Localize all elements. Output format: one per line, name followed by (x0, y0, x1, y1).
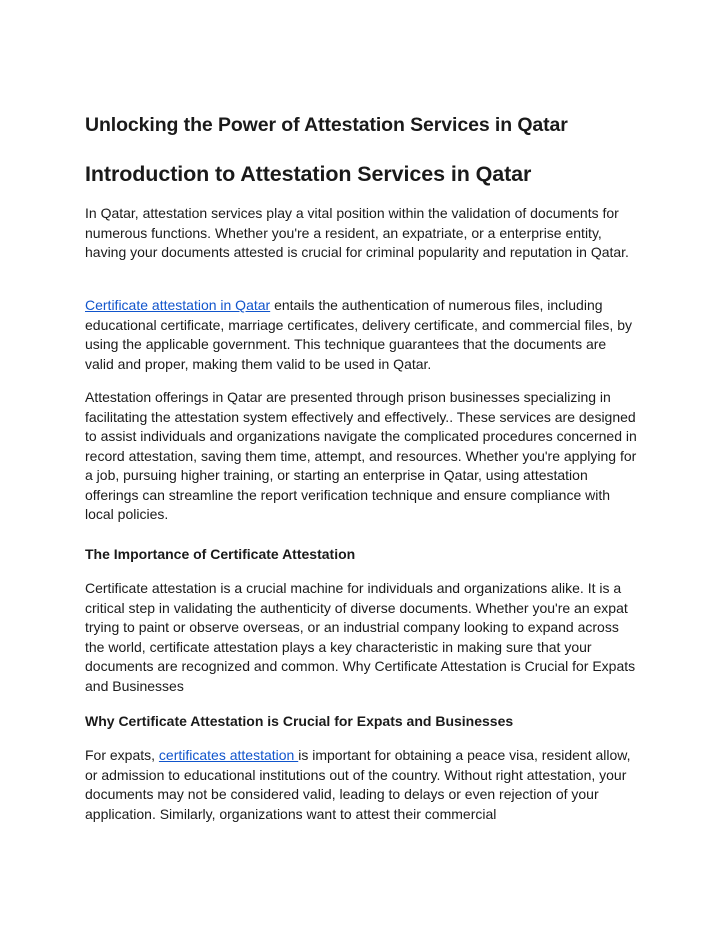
paragraph-expats-lead: For expats, (85, 747, 159, 763)
paragraph-expats (85, 746, 637, 824)
subheading-importance: The Importance of Certificate Attestation (85, 546, 356, 562)
paragraph-certificate-attestation-text: entails the authentication of numerous files, including educational certificate, marriage certificates, delivery certificate, and commercial files, by using the applicable government. This technique guarantees that the documents are valid and proper, making them valid to be used in Qatar. (85, 297, 632, 372)
document-title: Unlocking the Power of Attestation Services in Qatar (85, 114, 568, 136)
certificate-attestation-qatar-link[interactable]: Certificate attestation in Qatar (85, 297, 271, 313)
paragraph-intro: In Qatar, attestation services play a vital position within the validation of documents for numerous functions. Whether you're a resident, an expatriate, or a enterprise entity, having your documents attested is crucial for criminal popularity and reputation in Qatar. (85, 205, 629, 260)
certificates-attestation-link[interactable]: certificates attestation (158, 747, 299, 763)
paragraph-attestation-offerings: Attestation offerings in Qatar are presented through prison businesses specializing in facilitating the attestation system effectively and effectively.. These services are designed to assist individuals and organizations navigate the complicated procedures concerned in record attestation, saving them time, attempt, and resources. Whether you're applying for a job, pursuing higher training, or starting an enterprise in Qatar, using attestation offerings can streamline the report verification technique and ensure compliance with local policies. (85, 389, 637, 522)
subheading-why-crucial: Why Certificate Attestation is Crucial for Expats and Businesses (85, 713, 514, 729)
section-heading-introduction: Introduction to Attestation Services in Qatar (85, 162, 532, 186)
paragraph-certificate-attestation (85, 296, 637, 374)
paragraph-importance: Certificate attestation is a crucial machine for individuals and organizations alike. It is a critical step in validating the authenticity of diverse documents. Whether you're an expat trying to paint or observe overseas, or an industrial company looking to expand across the world, certificate attestation plays a key characteristic in making sure that your documents are recognized and common. Why Certificate Attestation is Crucial for Expats and Businesses (85, 580, 636, 694)
paragraph-expats-text: is important for obtaining a peace visa, resident allow, or admission to educational institutions out of the country. Without right attestation, your documents may not be considered valid, leading to delays or even rejection of your application. Similarly, organizations want to attest their commercial (85, 747, 631, 822)
